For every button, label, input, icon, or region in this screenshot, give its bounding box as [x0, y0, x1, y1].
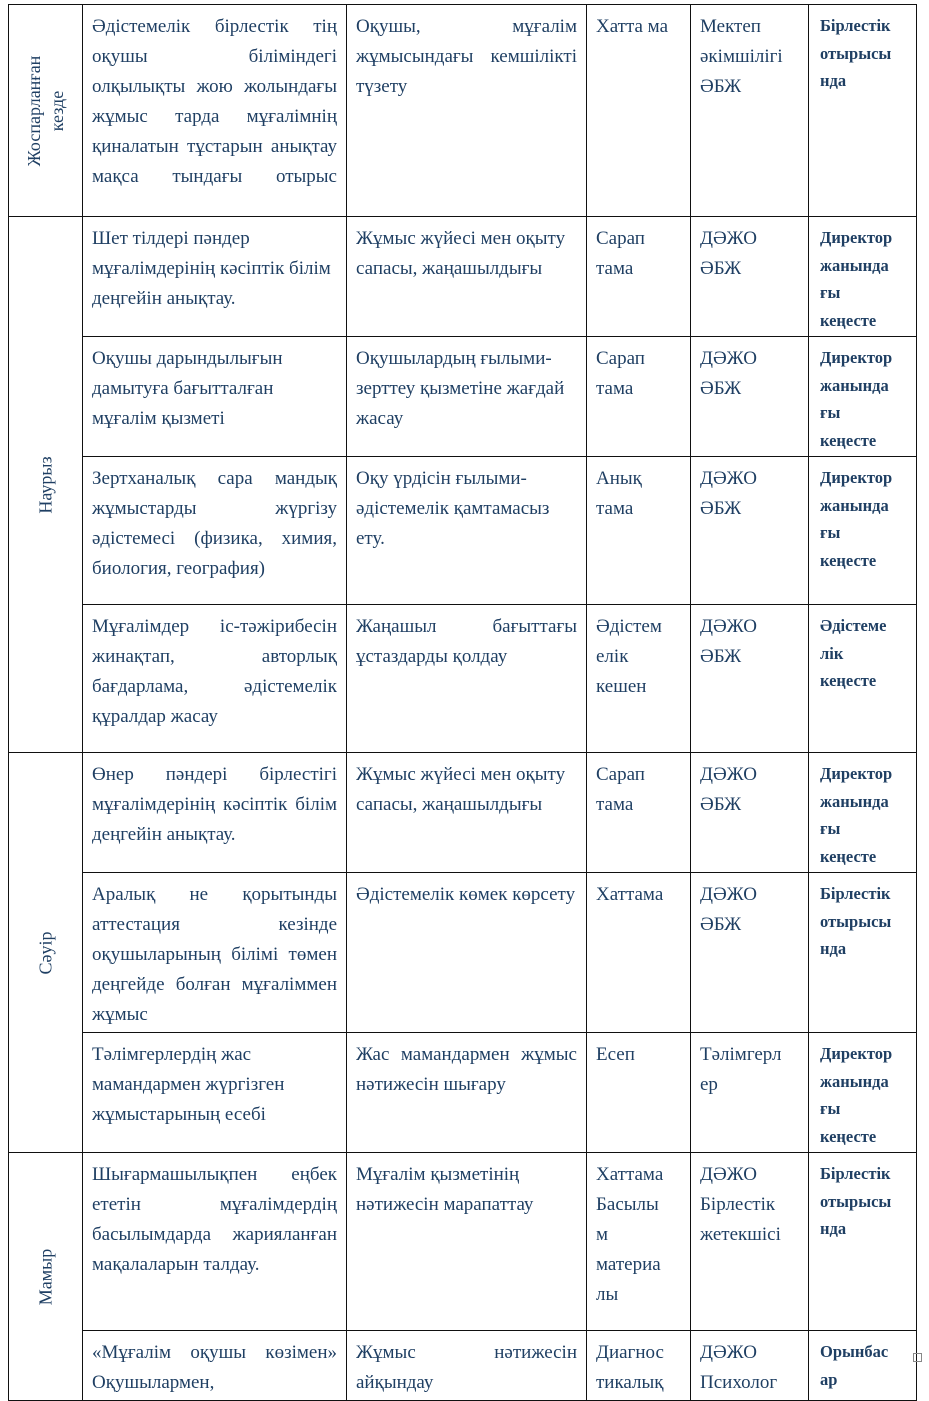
table-row	[9, 1331, 917, 1401]
table-row	[9, 457, 917, 605]
table-row	[9, 873, 917, 1033]
form-cell: Есеп	[587, 1033, 691, 1153]
table-row	[9, 5, 917, 217]
plan-table	[8, 4, 917, 1401]
month-label: Жоспарланған кезде	[23, 55, 67, 166]
responsible-cell: Мектеп әкімшілігі ӘБЖ	[691, 5, 809, 217]
table-row	[9, 337, 917, 457]
form-cell: Хатта ма	[587, 5, 691, 217]
goal-cell: Жаңашыл бағыттағы ұстаздарды қолдау	[347, 605, 587, 753]
goal-cell: Оқу үрдісін ғылыми-әдістемелік қамтамасыз ету.	[347, 457, 587, 605]
month-cell	[9, 5, 83, 217]
form-cell: Хаттама Басылы м материа лы	[587, 1153, 691, 1331]
topic-cell: «Мұғалім оқушы көзімен» Оқушылармен,	[83, 1331, 347, 1401]
month-label: Мамыр	[35, 1248, 55, 1305]
topic-cell: Тәлімгерлердің жас мамандармен жүргізген жұмыстарының есебі	[83, 1033, 347, 1153]
form-cell: Сарап тама	[587, 753, 691, 873]
responsible-cell: ДӘЖО ӘБЖ	[691, 605, 809, 753]
form-cell: Хаттама	[587, 873, 691, 1033]
venue-cell: Директор жанында ғы кеңесте	[809, 217, 917, 337]
table-row	[9, 605, 917, 753]
goal-cell: Әдістемелік көмек көрсету	[347, 873, 587, 1033]
topic-cell: Әдістемелік бірлестік тің оқушы біліміндегі олқылықты жою жолындағы жұмыс тарда мұғалімнің қиналатын тұстарын анықтау мақса тындағы отырыс	[83, 5, 347, 217]
venue-cell: Директор жанында ғы кеңесте	[809, 337, 917, 457]
form-cell: Сарап тама	[587, 217, 691, 337]
venue-cell: Директор жанында ғы кеңесте	[809, 457, 917, 605]
goal-cell: Жұмыс жүйесі мен оқыту сапасы, жаңашылдығы	[347, 753, 587, 873]
topic-cell: Шығармашылықпен еңбек ететін мұғалімдердің басылымдарда жарияланған мақалаларын талдау.	[83, 1153, 347, 1331]
responsible-cell: ДӘЖО ӘБЖ	[691, 217, 809, 337]
responsible-cell: ДӘЖО Бірлестік жетекшісі	[691, 1153, 809, 1331]
topic-cell: Оқушы дарындылығын дамытуға бағытталған мұғалім қызметі	[83, 337, 347, 457]
topic-cell: Шет тілдері пәндер мұғалімдерінің кәсіптік білім деңгейін анықтау.	[83, 217, 347, 337]
goal-cell: Мұғалім қызметінің нәтижесін марапаттау	[347, 1153, 587, 1331]
venue-cell: Директор жанында ғы кеңесте	[809, 753, 917, 873]
form-cell: Әдістем елік кешен	[587, 605, 691, 753]
venue-cell: Директор жанында ғы кеңесте	[809, 1033, 917, 1153]
venue-cell: Орынбас ар	[809, 1331, 917, 1401]
topic-cell: Өнер пәндері бірлестігі мұғалімдерінің кәсіптік білім деңгейін анықтау.	[83, 753, 347, 873]
table-row	[9, 753, 917, 873]
month-label: Сәуір	[35, 931, 55, 974]
responsible-cell: ДӘЖО ӘБЖ	[691, 753, 809, 873]
table-row	[9, 1033, 917, 1153]
month-cell	[9, 217, 83, 753]
venue-cell: Бірлестік отырысы нда	[809, 873, 917, 1033]
responsible-cell: Тәлімгерл ер	[691, 1033, 809, 1153]
topic-cell: Аралық не қорытынды аттестация кезінде оқушыларының білімі төмен деңгейде болған мұғаліммен жұмыс	[83, 873, 347, 1033]
responsible-cell: ДӘЖО Психолог	[691, 1331, 809, 1401]
venue-cell: Бірлестік отырысы нда	[809, 5, 917, 217]
goal-cell: Оқушылардың ғылыми-зерттеу қызметіне жағдай жасау	[347, 337, 587, 457]
venue-cell: Бірлестік отырысы нда	[809, 1153, 917, 1331]
table-row	[9, 217, 917, 337]
table-row	[9, 1153, 917, 1331]
goal-cell: Жұмыс нәтижесін айқындау	[347, 1331, 587, 1401]
goal-cell: Жұмыс жүйесі мен оқыту сапасы, жаңашылдығы	[347, 217, 587, 337]
form-cell: Сарап тама	[587, 337, 691, 457]
responsible-cell: ДӘЖО ӘБЖ	[691, 337, 809, 457]
month-cell	[9, 753, 83, 1153]
form-cell: Анық тама	[587, 457, 691, 605]
responsible-cell: ДӘЖО ӘБЖ	[691, 873, 809, 1033]
responsible-cell: ДӘЖО ӘБЖ	[691, 457, 809, 605]
month-label: Наурыз	[35, 455, 55, 514]
table-resize-handle[interactable]	[913, 1353, 922, 1362]
venue-cell: Әдістеме лік кеңесте	[809, 605, 917, 753]
month-cell	[9, 1153, 83, 1401]
goal-cell: Жас мамандармен жұмыс нәтижесін шығару	[347, 1033, 587, 1153]
goal-cell: Оқушы, мұғалім жұмысындағы кемшілікті түзету	[347, 5, 587, 217]
topic-cell: Мұғалімдер іс-тәжірибесін жинақтап, авторлық бағдарлама, әдістемелік құралдар жасау	[83, 605, 347, 753]
topic-cell: Зертханалық сара мандық жұмыстарды жүргізу әдістемесі (физика, химия, биология, география)	[83, 457, 347, 605]
form-cell: Диагнос тикалық	[587, 1331, 691, 1401]
